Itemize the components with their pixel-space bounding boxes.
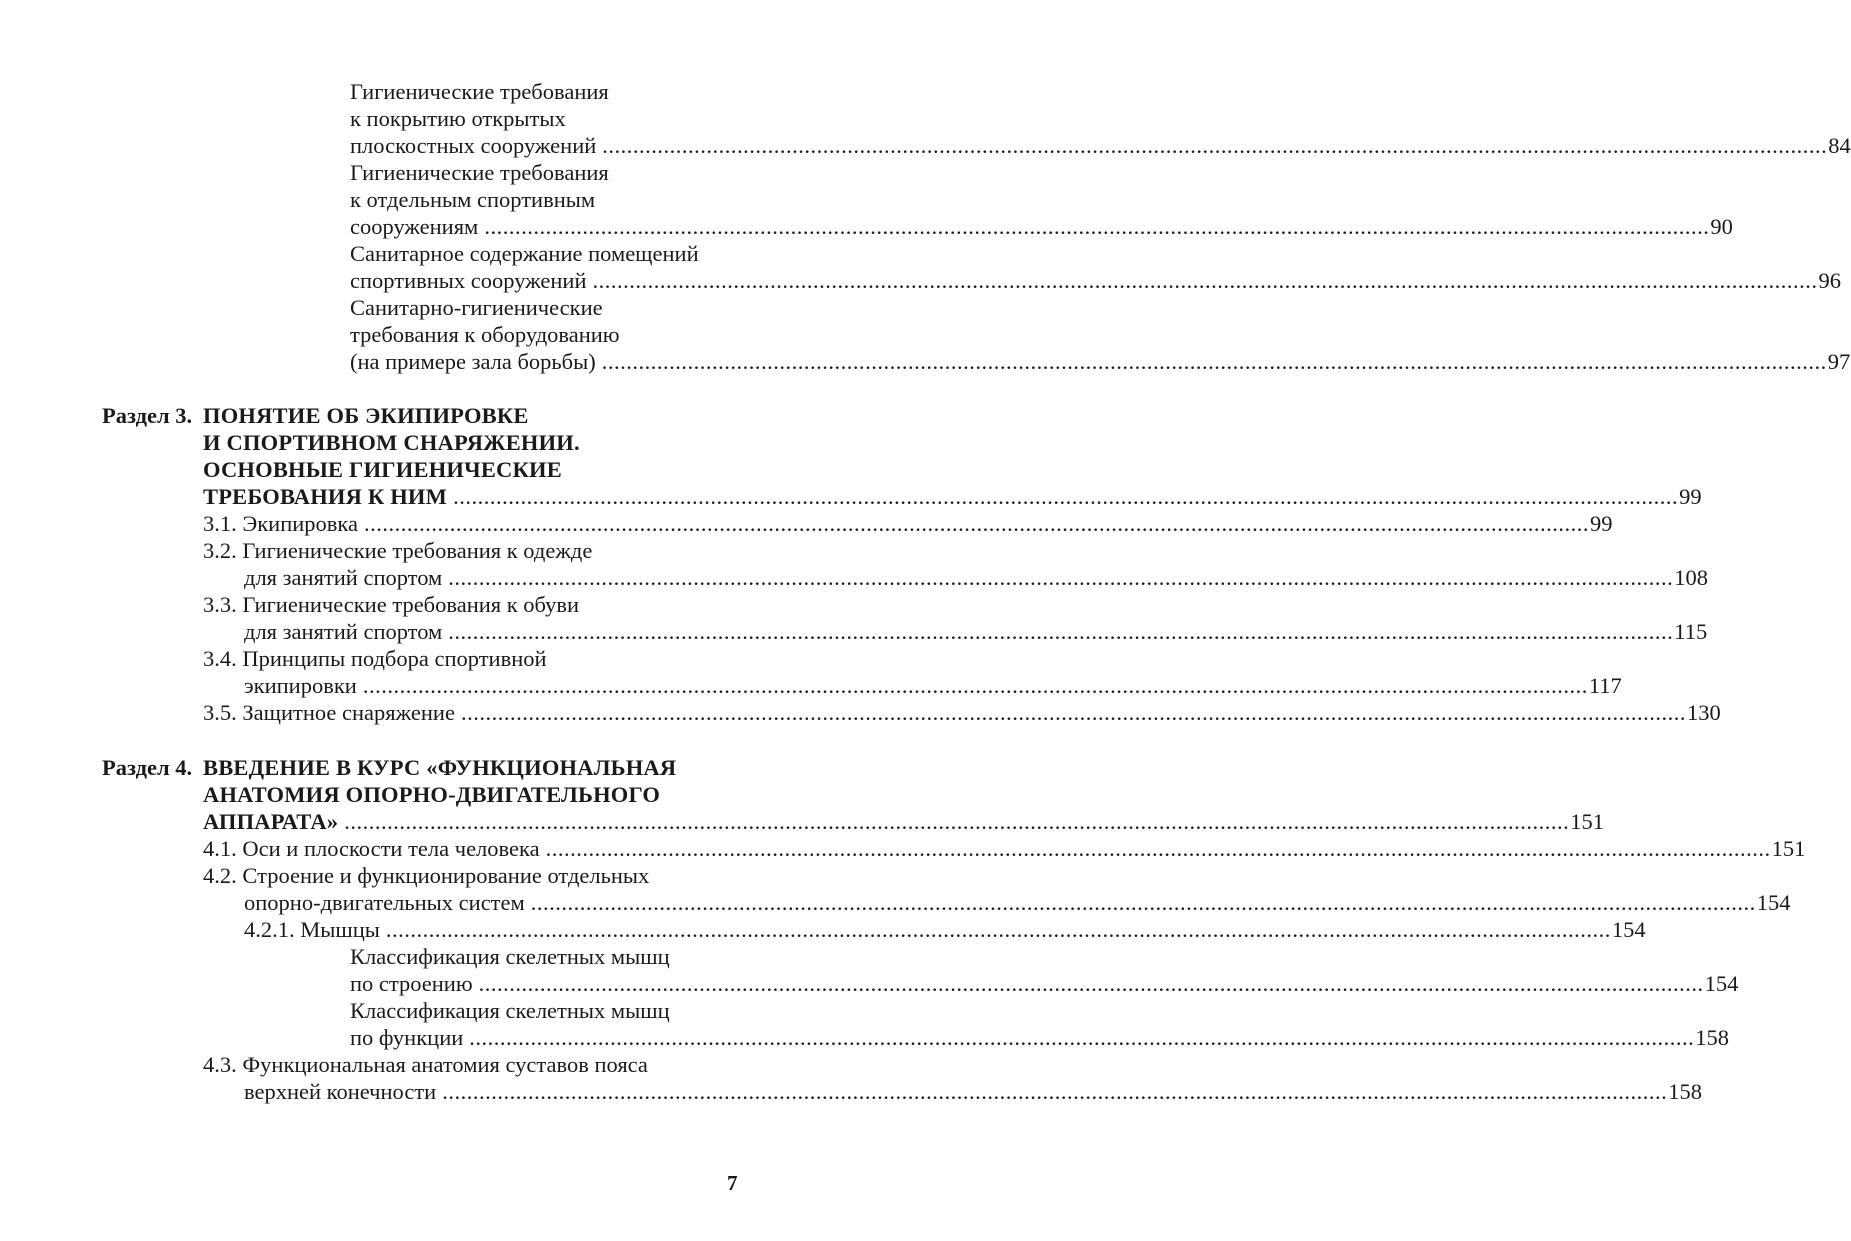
dot-leader: ........................................................................................................................................................................................................ bbox=[592, 268, 1818, 293]
toc-page-number: 130 bbox=[1686, 700, 1721, 725]
section-4-label: Раздел 4. bbox=[102, 755, 193, 780]
toc-entry: 4.2.1. Мышцы ........................................................................................................................................................................................................ 154 bbox=[244, 915, 740, 945]
toc-page-number: 97 bbox=[1827, 349, 1851, 374]
section-4-title-entry: АППАРАТА» ........................................................................................................................................................................................................ 151 bbox=[203, 807, 740, 837]
dot-leader: ........................................................................................................................................................................................................ bbox=[385, 917, 1611, 942]
dot-leader: ........................................................................................................................................................................................................ bbox=[469, 1025, 1695, 1050]
toc-page-number: 90 bbox=[1710, 214, 1733, 239]
toc-page-number: 151 bbox=[1771, 836, 1806, 861]
toc-page-number: 99 bbox=[1679, 484, 1702, 509]
toc-line: Гигиенические требования bbox=[350, 79, 609, 104]
dot-leader: ........................................................................................................................................................................................................ bbox=[460, 700, 1686, 725]
toc-line: к отдельным спортивным bbox=[350, 187, 596, 212]
toc-page-number: 158 bbox=[1668, 1079, 1702, 1104]
toc-page-number: 158 bbox=[1695, 1025, 1730, 1050]
toc-line: 4.3. Функциональная анатомия суставов пояса bbox=[203, 1052, 648, 1077]
toc-line: Классификация скелетных мышц bbox=[350, 944, 670, 969]
dot-leader: ........................................................................................................................................................................................................ bbox=[602, 133, 1828, 158]
toc-entry: спортивных сооружений ........................................................................................................................................................................................................ 96 bbox=[350, 266, 740, 296]
dot-leader: ........................................................................................................................................................................................................ bbox=[448, 619, 1674, 644]
dot-leader: ........................................................................................................................................................................................................ bbox=[363, 511, 1589, 536]
toc-entry: (на примере зала борьбы) ........................................................................................................................................................................................................ 97 bbox=[350, 347, 740, 377]
toc-entry: для занятий спортом ........................................................................................................................................................................................................ 115 bbox=[244, 617, 740, 647]
toc-line: Санитарно-гигиенические bbox=[350, 295, 603, 320]
toc-page-number: 115 bbox=[1674, 619, 1708, 644]
toc-page-number: 154 bbox=[1756, 890, 1791, 915]
dot-leader: ........................................................................................................................................................................................................ bbox=[484, 214, 1710, 239]
dot-leader: ........................................................................................................................................................................................................ bbox=[453, 484, 1679, 509]
section-3-title: ПОНЯТИЕ ОБ ЭКИПИРОВКЕ bbox=[203, 403, 529, 428]
dot-leader: ........................................................................................................................................................................................................ bbox=[362, 673, 1588, 698]
toc-line: 3.2. Гигиенические требования к одежде bbox=[203, 538, 593, 563]
section-3-title: ОСНОВНЫЕ ГИГИЕНИЧЕСКИЕ bbox=[203, 457, 562, 482]
toc-line: к покрытию открытых bbox=[350, 106, 566, 131]
section-3-title: И СПОРТИВНОМ СНАРЯЖЕНИИ. bbox=[203, 430, 580, 455]
toc-page-number: 154 bbox=[1611, 917, 1646, 942]
toc-entry: для занятий спортом ........................................................................................................................................................................................................ 108 bbox=[244, 563, 740, 593]
toc-entry: опорно-двигательных систем ........................................................................................................................................................................................................ 154 bbox=[244, 888, 740, 918]
section-3-title-entry: ТРЕБОВАНИЯ К НИМ ........................................................................................................................................................................................................ 99 bbox=[203, 482, 740, 512]
dot-leader: ........................................................................................................................................................................................................ bbox=[442, 1079, 1668, 1104]
toc-page-number: 154 bbox=[1704, 971, 1739, 996]
section-4-title: ВВЕДЕНИЕ В КУРС «ФУНКЦИОНАЛЬНАЯ bbox=[203, 755, 677, 780]
toc-entry: по строению ........................................................................................................................................................................................................ 154 bbox=[350, 969, 740, 999]
dot-leader: ........................................................................................................................................................................................................ bbox=[344, 809, 1570, 834]
dot-leader: ........................................................................................................................................................................................................ bbox=[448, 565, 1674, 590]
toc-line: Гигиенические требования bbox=[350, 160, 609, 185]
toc-entry: по функции ........................................................................................................................................................................................................ 158 bbox=[350, 1023, 740, 1053]
toc-page-number: 84 bbox=[1828, 133, 1851, 158]
page-number: 7 bbox=[727, 1171, 738, 1195]
toc-line: требования к оборудованию bbox=[350, 322, 620, 347]
toc-entry: сооружениям ........................................................................................................................................................................................................ 90 bbox=[350, 212, 740, 242]
toc-page-number: 96 bbox=[1818, 268, 1842, 293]
toc-line: 4.2. Строение и функционирование отдельных bbox=[203, 863, 650, 888]
toc-entry: плоскостных сооружений ........................................................................................................................................................................................................ 84 bbox=[350, 131, 740, 161]
toc-line: 3.3. Гигиенические требования к обуви bbox=[203, 592, 580, 617]
toc-page-number: 151 bbox=[1570, 809, 1605, 834]
section-4-title: АНАТОМИЯ ОПОРНО-ДВИГАТЕЛЬНОГО bbox=[203, 782, 661, 807]
dot-leader: ........................................................................................................................................................................................................ bbox=[601, 349, 1827, 374]
toc-line: Санитарное содержание помещений bbox=[350, 241, 699, 266]
dot-leader: ........................................................................................................................................................................................................ bbox=[478, 971, 1704, 996]
toc-entry: экипировки ........................................................................................................................................................................................................ 117 bbox=[244, 671, 740, 701]
dot-leader: ........................................................................................................................................................................................................ bbox=[530, 890, 1756, 915]
toc-entry: 3.5. Защитное снаряжение ........................................................................................................................................................................................................ 130 bbox=[203, 698, 740, 728]
dot-leader: ........................................................................................................................................................................................................ bbox=[545, 836, 1771, 861]
toc-page-number: 108 bbox=[1674, 565, 1709, 590]
toc-entry: верхней конечности ........................................................................................................................................................................................................ 158 bbox=[244, 1077, 740, 1107]
toc-page-number: 99 bbox=[1589, 511, 1613, 536]
section-3-label: Раздел 3. bbox=[102, 403, 193, 428]
toc-line: Классификация скелетных мышц bbox=[350, 998, 670, 1023]
toc-entry: 3.1. Экипировка ........................................................................................................................................................................................................ 99 bbox=[203, 509, 740, 539]
toc-entry: 4.1. Оси и плоскости тела человека ........................................................................................................................................................................................................ 151 bbox=[203, 834, 740, 864]
toc-line: 3.4. Принципы подбора спортивной bbox=[203, 646, 547, 671]
toc-page-number: 117 bbox=[1588, 673, 1622, 698]
